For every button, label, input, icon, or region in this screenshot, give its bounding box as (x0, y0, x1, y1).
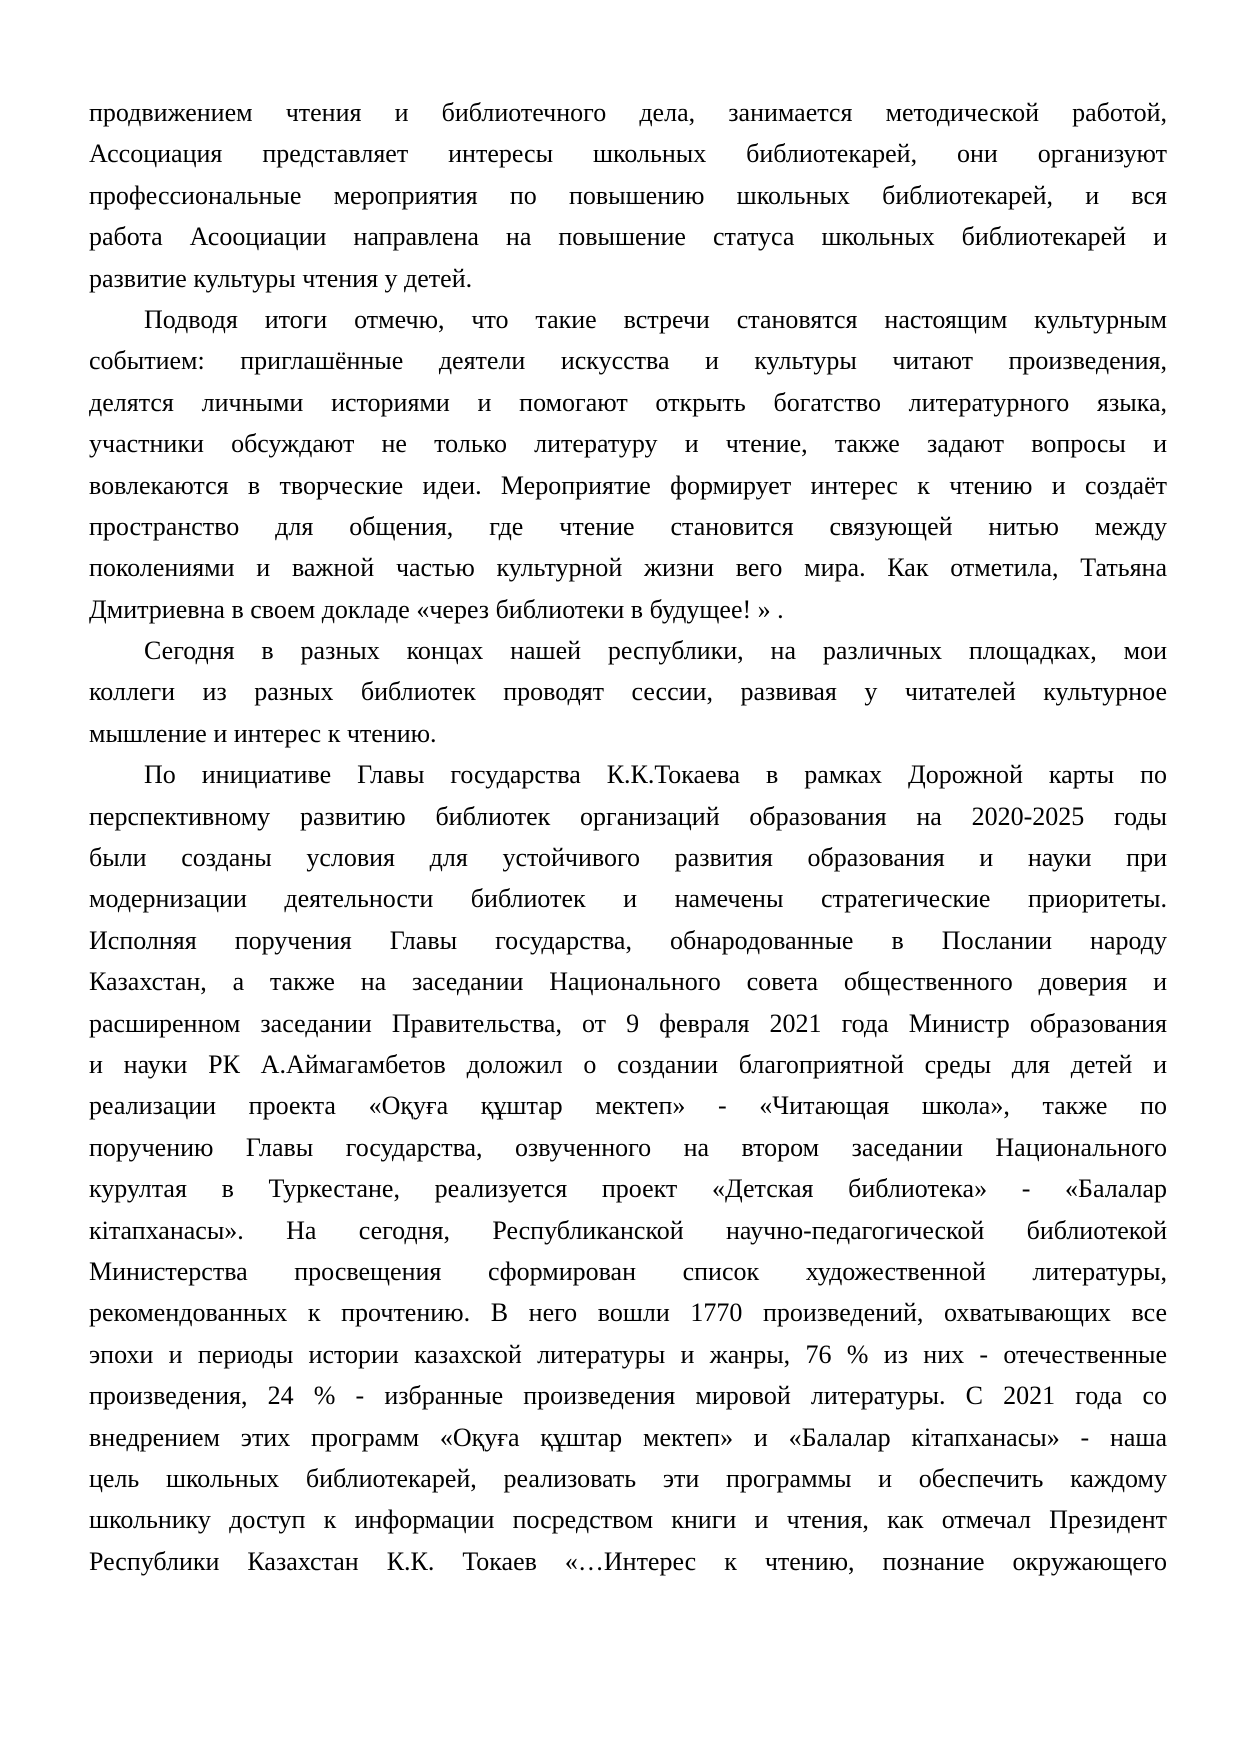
paragraph (89, 630, 1167, 754)
text-line: Дмитриевна в своем докладе «через библиотеки в будущее! » . (89, 594, 784, 624)
text-line: расширенном заседании Правительства, от 9 февраля 2021 года Министр образования (89, 1008, 1167, 1038)
text-line: Казахстан, а также на заседании Национального совета общественного доверия и (89, 967, 1167, 997)
text-line: поколениями и важной частью культурной жизни вего мира. Как отметила, Татьяна (89, 553, 1167, 583)
text-line: модернизации деятельности библиотек и намечены стратегические приоритеты. (89, 884, 1167, 914)
text-line: продвижением чтения и библиотечного дела, занимается методической работой, (89, 98, 1167, 127)
text-line: пространство для общения, где чтение становится связующей нитью между (89, 511, 1167, 541)
text-line: профессиональные мероприятия по повышению школьных библиотекарей, и вся (89, 180, 1167, 210)
text-line: цель школьных библиотекарей, реализовать эти программы и обеспечить каждому (89, 1463, 1167, 1493)
text-line: кітапханасы». На сегодня, Республиканской научно-педагогической библиотекой (89, 1215, 1167, 1245)
text-line: перспективному развитию библиотек организаций образования на 2020-2025 годы (89, 801, 1167, 831)
text-line: реализации проекта «Оқуға құштар мектеп» - «Читающая школа», также по (89, 1091, 1167, 1121)
text-line: событием: приглашённые деятели искусства и культуры читают произведения, (89, 346, 1167, 376)
text-line: По инициативе Главы государства К.К.Токаева в рамках Дорожной карты по (144, 760, 1167, 790)
text-line: Министерства просвещения сформирован список художественной литературы, (89, 1256, 1167, 1286)
text-line: произведения, 24 % - избранные произведения мировой литературы. С 2021 года со (89, 1381, 1167, 1411)
text-line: курултая в Туркестане, реализуется проект «Детская библиотека» - «Балалар (89, 1174, 1167, 1204)
text-line: развитие культуры чтения у детей. (89, 263, 473, 293)
text-line: школьнику доступ к информации посредством книги и чтения, как отмечал Президент (89, 1505, 1167, 1535)
paragraph (89, 299, 1167, 630)
text-line: работа Асооциации направлена на повышение статуса школьных библиотекарей и (89, 222, 1167, 252)
text-line: Подводя итоги отмечю, что такие встречи становятся настоящим культурным (144, 304, 1167, 334)
text-line: внедрением этих программ «Оқуға құштар мектеп» и «Балалар кітапханасы» - наша (89, 1422, 1167, 1452)
text-line: Республики Казахстан К.К. Токаев «…Интерес к чтению, познание окружающего (89, 1546, 1167, 1576)
text-line: коллеги из разных библиотек проводят сессии, развивая у читателей культурное (89, 677, 1167, 707)
text-line: участники обсуждают не только литературу и чтение, также задают вопросы и (89, 429, 1167, 459)
text-line: мышление и интерес к чтению. (89, 718, 437, 748)
text-line: вовлекаются в творческие идеи. Мероприятие формирует интерес к чтению и создаёт (89, 470, 1167, 500)
text-line: поручению Главы государства, озвученного на втором заседании Национального (89, 1132, 1167, 1162)
text-line: и науки РК А.Аймагамбетов доложил о создании благоприятной среды для детей и (89, 1049, 1167, 1079)
text-line: Ассоциация представляет интересы школьных библиотекарей, они организуют (89, 139, 1167, 169)
text-line: были созданы условия для устойчивого развития образования и науки при (89, 843, 1167, 873)
text-line: Исполняя поручения Главы государства, обнародованные в Послании народу (89, 925, 1167, 955)
document-page (89, 92, 1167, 1582)
text-line: делятся личными историями и помогают открыть богатство литературного языка, (89, 387, 1167, 417)
paragraph (89, 92, 1167, 299)
text-line: рекомендованных к прочтению. В него вошли 1770 произведений, охватывающих все (89, 1298, 1167, 1328)
text-line: эпохи и периоды истории казахской литературы и жанры, 76 % из них - отечественные (89, 1339, 1167, 1369)
paragraph (89, 754, 1167, 1582)
text-line: Сегодня в разных концах нашей республики, на различных площадках, мои (144, 636, 1167, 666)
